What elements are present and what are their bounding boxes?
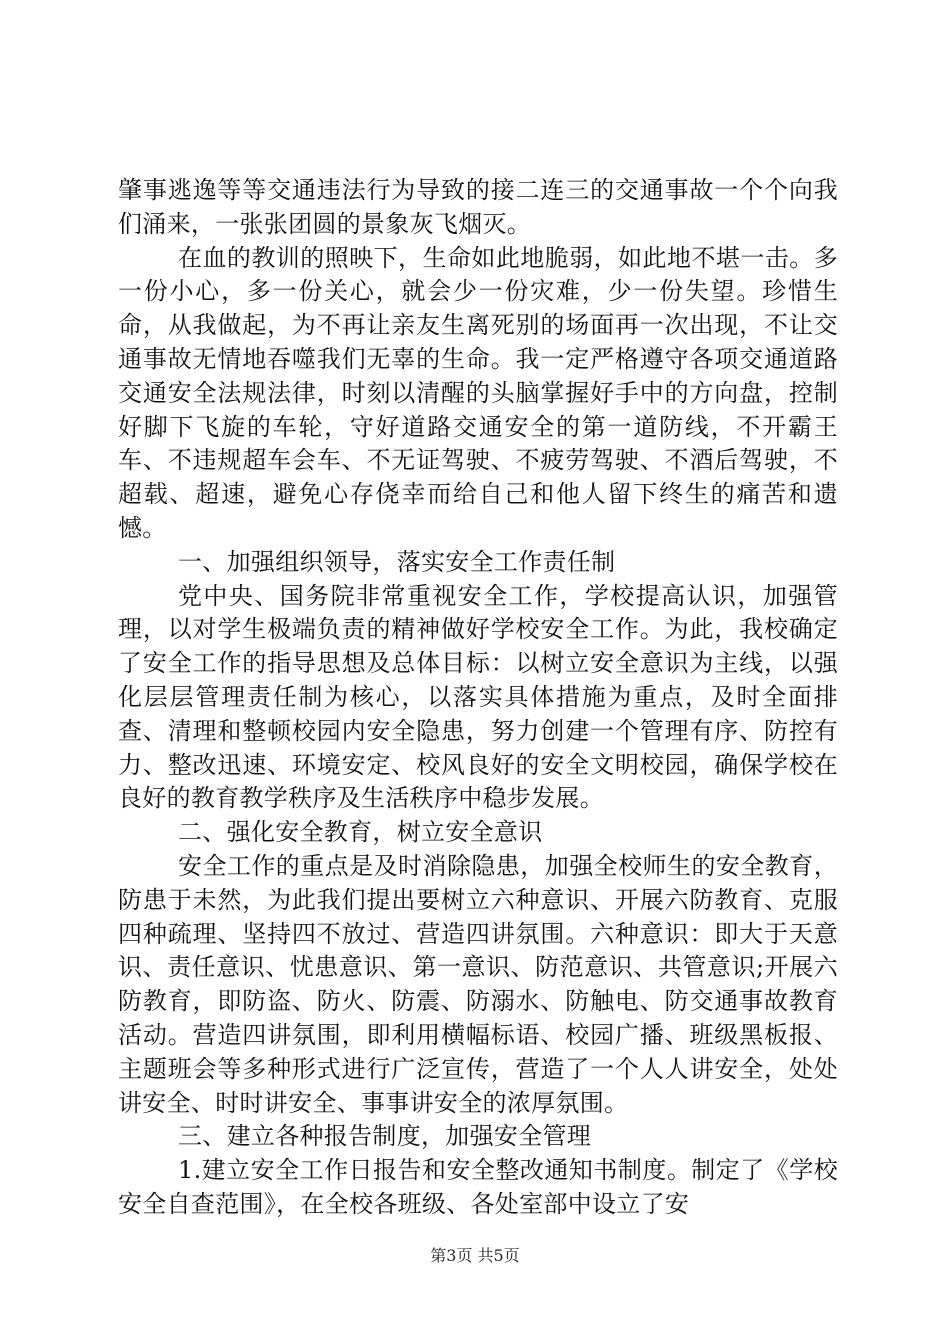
page-footer: 第3页 共5页 <box>430 1246 520 1265</box>
document-body <box>118 174 838 1222</box>
section-heading-3: 三、建立各种报告制度，加强安全管理 <box>178 1122 592 1151</box>
section-heading-2: 二、强化安全教育，树立安全意识 <box>178 818 543 847</box>
paragraph-life-safety: 在血的教训的照映下，生命如此地脆弱，如此地不堪一击。多一份小心，多一份关心，就会少一份灾难，少一份失望。珍惜生命，从我做起，为不再让亲友生离死别的场面再一次出现，不让交通事故无情地吞噬我们无辜的生命。我一定严格遵守各项交通道路交通安全法规法律，时刻以清醒的头脑掌握好手中的方向盘，控制好脚下飞旋的车轮，守好道路交通安全的第一道防线，不开霸王车、不违规超车会车、不无证驾驶、不疲劳驾驶、不酒后驾驶，不超载、超速，避免心存侥幸而给自己和他人留下终生的痛苦和遗憾。 <box>118 243 838 542</box>
paragraph-education: 安全工作的重点是及时消除隐患，加强全校师生的安全教育，防患于未然，为此我们提出要树立六种意识、开展六防教育、克服四种疏理、坚持四不放过、营造四讲氛围。六种意识：即大于天意识、责任意识、忧患意识、第一意识、防范意识、共管意识;开展六防教育，即防盗、防火、防震、防溺水、防触电、防交通事故教育活动。营造四讲氛围，即利用横幅标语、校园广播、班级黑板报、主题班会等多种形式进行广泛宣传，营造了一个人人讲安全，处处讲安全、时时讲安全、事事讲安全的浓厚氛围。 <box>118 851 838 1117</box>
paragraph-organization: 党中央、国务院非常重视安全工作，学校提高认识，加强管理，以对学生极端负责的精神做好学校安全工作。为此，我校确定了安全工作的指导思想及总体目标：以树立安全意识为主线，以强化层层管理责任制为核心，以落实具体措施为重点，及时全面排查、清理和整顿校园内安全隐患，努力创建一个管理有序、防控有力、整改迅速、环境安定、校风良好的安全文明校园，确保学校在良好的教育教学秩序及生活秩序中稳步发展。 <box>118 581 838 813</box>
paragraph-continuation: 肇事逃逸等等交通违法行为导致的接二连三的交通事故一个个向我们涌来，一张张团圆的景象灰飞烟灭。 <box>118 176 838 238</box>
section-heading-1: 一、加强组织领导，落实安全工作责任制 <box>178 547 616 576</box>
paragraph-reporting: 1.建立安全工作日报告和安全整改通知书制度。制定了《学校安全自查范围》，在全校各班级、各处室部中设立了安 <box>118 1156 838 1218</box>
